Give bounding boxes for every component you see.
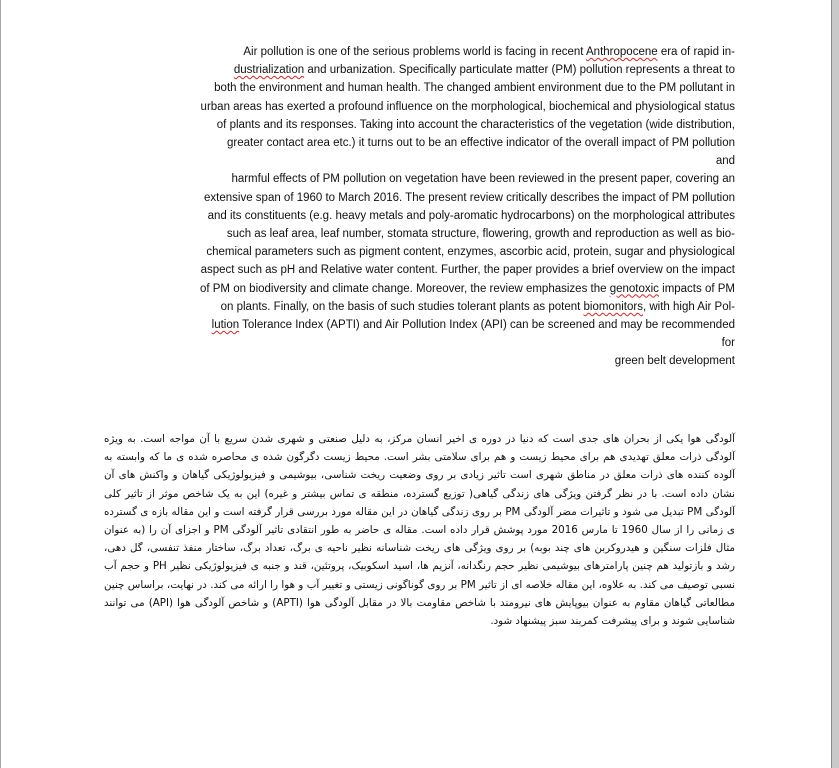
text-run: for bbox=[721, 337, 735, 350]
text-run: of PM on biodiversity and climate change. Moreover, the review emphasizes the bbox=[199, 282, 610, 295]
abstract-line bbox=[104, 261, 735, 279]
abstract-line bbox=[104, 152, 735, 170]
abstract-line bbox=[104, 134, 735, 152]
text-run: and its constituents (e.g. heavy metals and poly-aromatic hydrocarbons) on the morphological attributes bbox=[207, 209, 735, 222]
abstract-line bbox=[104, 189, 735, 207]
text-run: such as leaf area, leaf number, stomata structure, flowering, growth and reproduction as well as bio- bbox=[226, 228, 735, 241]
misspelled-word: lution bbox=[211, 319, 240, 332]
text-run: greater contact area etc.) it turns out to be an effective indicator of the overall impact of PM pollution bbox=[227, 137, 735, 150]
misspelled-word: Anthropocene bbox=[586, 46, 658, 58]
text-run: of plants and its responses. Taking into account the characteristics of the vegetation (wide distribution, bbox=[216, 118, 735, 131]
abstract-line bbox=[104, 207, 735, 225]
text-run: Air pollution is one of the serious problems world is facing in recent bbox=[243, 46, 587, 58]
text-run: era of rapid in- bbox=[657, 46, 735, 58]
text-run: harmful effects of PM pollution on vegetation have been reviewed in the present paper, covering an bbox=[231, 173, 735, 186]
english-abstract bbox=[104, 43, 735, 371]
abstract-line bbox=[104, 79, 735, 97]
text-run: , with high Air Pol- bbox=[642, 300, 735, 313]
text-run: aspect such as pH and Relative water content. Further, the paper provides a brief overview on the impact bbox=[200, 264, 735, 277]
text-run: and bbox=[715, 155, 735, 168]
misspelled-word: genotoxic bbox=[609, 282, 659, 295]
text-run: green belt development bbox=[614, 355, 735, 368]
abstract-line bbox=[104, 352, 735, 370]
abstract-line bbox=[104, 116, 735, 134]
abstract-line bbox=[104, 243, 735, 261]
text-run: chemical parameters such as pigment content, enzymes, ascorbic acid, protein, sugar and physiological bbox=[206, 246, 735, 259]
abstract-line bbox=[104, 61, 735, 79]
persian-abstract: آلودگی هوا یکی از بحران های جدی است که دنیا در دوره ی اخیر انسان مرکز، به دلیل صنعتی و شهری شدن سریع با آن مواجه است. به ویژه آلودگی ذرات معلق تهدیدی هم برای محیط زیست و هم برای سلامتی بشر است. محیط زیست دگرگون شده ی محاصره شده ی ما که وابسته به آلوده کننده های ذرات معلق در مناطق شهری است تاثیر زیادی بر روی وضعیت ریخت شناسی، بیوشیمی و فیزیولوژیکی گیاهان و واکنش های آن نشان داده است. با در نظر گرفتن ویژگی های زندگی گیاهی( توزیع گسترده، منطقه ی تماس بیشتر و غیره) این به یک شاخص موثر از تاثیر کلی آلودگی PM تبدیل می شود و تاثیرات مضر آلودگی PM بر روی زندگی گیاهان در این مقاله مورد بررسی قرار گرفته است و این مقاله بازه ی گسترده ی زمانی را از سال 1960 تا مارس 2016 مورد پوشش قرار داده است. مقاله ی حاضر به طور انتقادی تاثیر آلودگی PM و اجزای آن را (به عنوان مثال فلزات سنگین و هیدروکربن های چند بوبه) بر روی ویژگی های ریخت شناسانه نظیر ناحیه ی برگ، تعداد برگ، ساختار منفذ تنفسی، گل دهی، رشد و بازتولید هم چنین پارامترهای بیوشیمی نظیر حجم رنگدانه، آنزیم ها، اسید اسکوبیک، پروتئین، قند و جنبه ی فیزیولوژیکی نظیر PH و حجم آب نسبی توصیف می کند. به علاوه، این مقاله خلاصه ای از تاثیر PM بر روی گوناگونی زیستی و تغییر آب و هوا را ارائه می کند. در نهایت، براساس چنین مطالعاتی گیاهان مقاوم به عنوان بیوپایش های نیرومند با شاخص مقاومت بالا در مقابل آلودگی هوا (APTI) و شاخص آلودگی هوا (API) می توانند شناسایی شوند و برای پیشرفت کمربند سبز پیشنهاد شود. bbox=[104, 433, 736, 628]
text-run: on plants. Finally, on the basis of such studies tolerant plants as potent bbox=[220, 300, 584, 313]
misspelled-word: biomonitors bbox=[583, 300, 643, 313]
text-run: impacts of PM bbox=[658, 282, 735, 295]
abstract-line bbox=[104, 170, 735, 188]
document-page bbox=[1, 0, 832, 768]
text-run: extensive span of 1960 to March 2016. The present review critically describes the impact of PM pollution bbox=[204, 191, 735, 204]
abstract-line bbox=[104, 334, 735, 352]
text-run: urban areas has exerted a profound influence on the morphological, biochemical and physiological status bbox=[200, 100, 735, 113]
abstract-line bbox=[104, 280, 735, 298]
text-run: both the environment and human health. The changed ambient environment due to the PM pollutant in bbox=[214, 82, 735, 95]
abstract-line bbox=[104, 298, 735, 316]
text-run: Tolerance Index (APTI) and Air Pollution Index (API) can be screened and may be recommended bbox=[239, 319, 735, 332]
vertical-scrollbar[interactable] bbox=[832, 0, 839, 768]
text-run: and urbanization. Specifically particulate matter (PM) pollution represents a threat to bbox=[304, 64, 735, 77]
abstract-line bbox=[104, 316, 735, 334]
abstract-line bbox=[104, 225, 735, 243]
abstract-line bbox=[104, 98, 735, 116]
misspelled-word: dustrialization bbox=[233, 64, 305, 77]
abstract-line bbox=[104, 43, 735, 61]
